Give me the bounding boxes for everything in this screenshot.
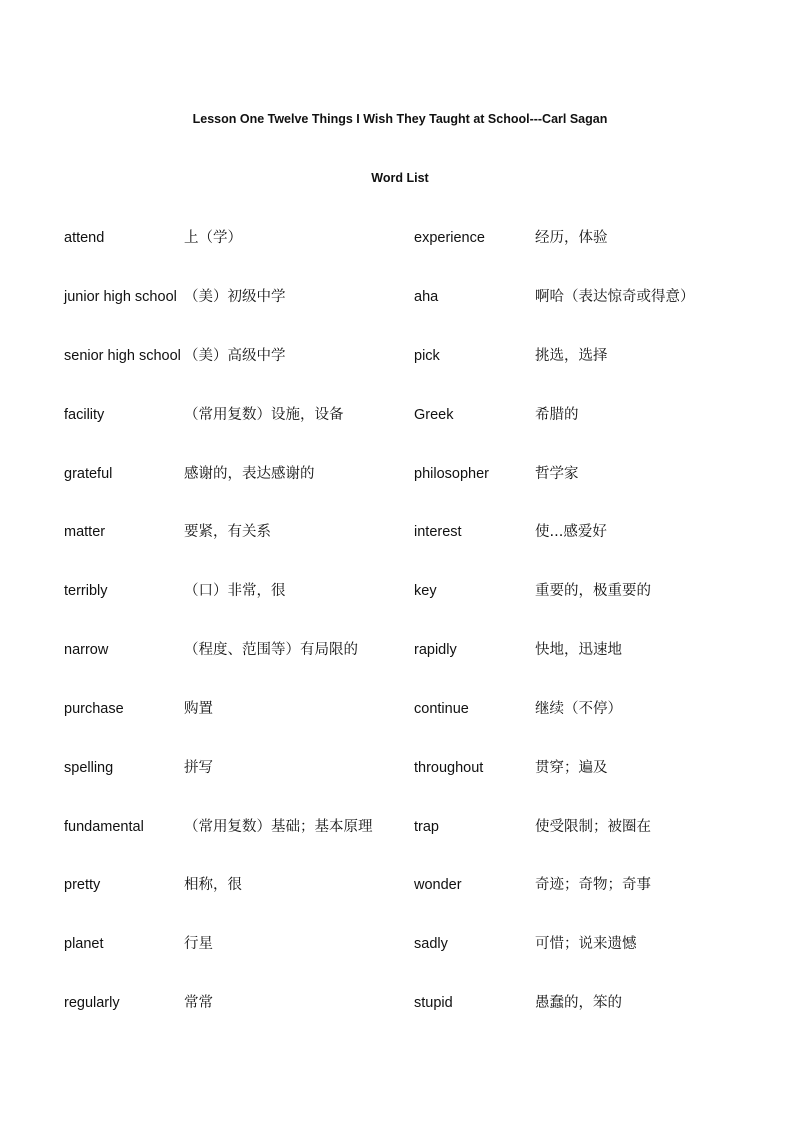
english-term: terribly <box>64 583 108 599</box>
document-title: Lesson One Twelve Things I Wish They Taught at School---Carl Sagan <box>192 112 608 126</box>
word-row <box>0 286 800 308</box>
chinese-definition: （常用复数）设施，设备 <box>184 407 344 423</box>
english-term: aha <box>414 289 439 305</box>
word-row <box>0 816 800 838</box>
english-term: grateful <box>64 466 113 482</box>
chinese-definition: 行星 <box>184 936 213 952</box>
chinese-definition: 使...感爱好 <box>535 524 607 540</box>
chinese-definition: 希腊的 <box>535 407 579 423</box>
english-term: narrow <box>64 642 109 658</box>
english-term: philosopher <box>414 466 489 482</box>
english-term: continue <box>414 701 469 717</box>
english-term: Greek <box>414 407 454 423</box>
word-row <box>0 992 800 1014</box>
chinese-definition: 继续（不停） <box>535 701 622 717</box>
chinese-definition: 上（学） <box>184 230 242 246</box>
english-term: facility <box>64 407 105 423</box>
chinese-definition: （常用复数）基础；基本原理 <box>184 819 373 835</box>
english-term: senior high school <box>64 348 181 364</box>
chinese-definition: 相称，很 <box>184 877 242 893</box>
word-row <box>0 521 800 543</box>
word-row <box>0 698 800 720</box>
chinese-definition: 贯穿；遍及 <box>535 760 608 776</box>
chinese-definition: 购置 <box>184 701 213 717</box>
chinese-definition: 奇迹；奇物；奇事 <box>535 877 651 893</box>
chinese-definition: 愚蠢的，笨的 <box>535 995 622 1011</box>
word-row <box>0 757 800 779</box>
chinese-definition: 感谢的，表达感谢的 <box>184 466 315 482</box>
english-term: trap <box>414 819 439 835</box>
chinese-definition: 哲学家 <box>535 466 579 482</box>
english-term: pretty <box>64 877 101 893</box>
english-term: key <box>414 583 437 599</box>
chinese-definition: （口）非常，很 <box>184 583 286 599</box>
chinese-definition: 拼写 <box>184 760 213 776</box>
english-term: matter <box>64 524 106 540</box>
chinese-definition: 重要的，极重要的 <box>535 583 651 599</box>
chinese-definition: （程度、范围等）有局限的 <box>184 642 358 658</box>
english-term: purchase <box>64 701 124 717</box>
chinese-definition: （美）初级中学 <box>184 289 286 305</box>
english-term: spelling <box>64 760 114 776</box>
english-term: rapidly <box>414 642 457 658</box>
word-row <box>0 933 800 955</box>
chinese-definition: 快地，迅速地 <box>535 642 622 658</box>
chinese-definition: 啊哈（表达惊奇或得意） <box>535 289 695 305</box>
english-term: stupid <box>414 995 453 1011</box>
chinese-definition: 常常 <box>184 995 213 1011</box>
english-term: fundamental <box>64 819 144 835</box>
chinese-definition: 使受限制；被圈在 <box>535 819 651 835</box>
english-term: planet <box>64 936 104 952</box>
chinese-definition: 可惜；说来遗憾 <box>535 936 637 952</box>
word-row <box>0 345 800 367</box>
english-term: junior high school <box>64 289 177 305</box>
english-term: sadly <box>414 936 448 952</box>
word-row <box>0 874 800 896</box>
english-term: throughout <box>414 760 484 776</box>
chinese-definition: 挑选，选择 <box>535 348 608 364</box>
chinese-definition: （美）高级中学 <box>184 348 286 364</box>
word-row <box>0 580 800 602</box>
english-term: attend <box>64 230 105 246</box>
english-term: regularly <box>64 995 120 1011</box>
english-term: interest <box>414 524 462 540</box>
english-term: pick <box>414 348 440 364</box>
word-row <box>0 227 800 249</box>
chinese-definition: 经历，体验 <box>535 230 608 246</box>
word-row <box>0 463 800 485</box>
word-row <box>0 639 800 661</box>
word-list-heading: Word List <box>371 171 429 185</box>
english-term: wonder <box>414 877 462 893</box>
english-term: experience <box>414 230 485 246</box>
chinese-definition: 要紧，有关系 <box>184 524 271 540</box>
word-row <box>0 404 800 426</box>
